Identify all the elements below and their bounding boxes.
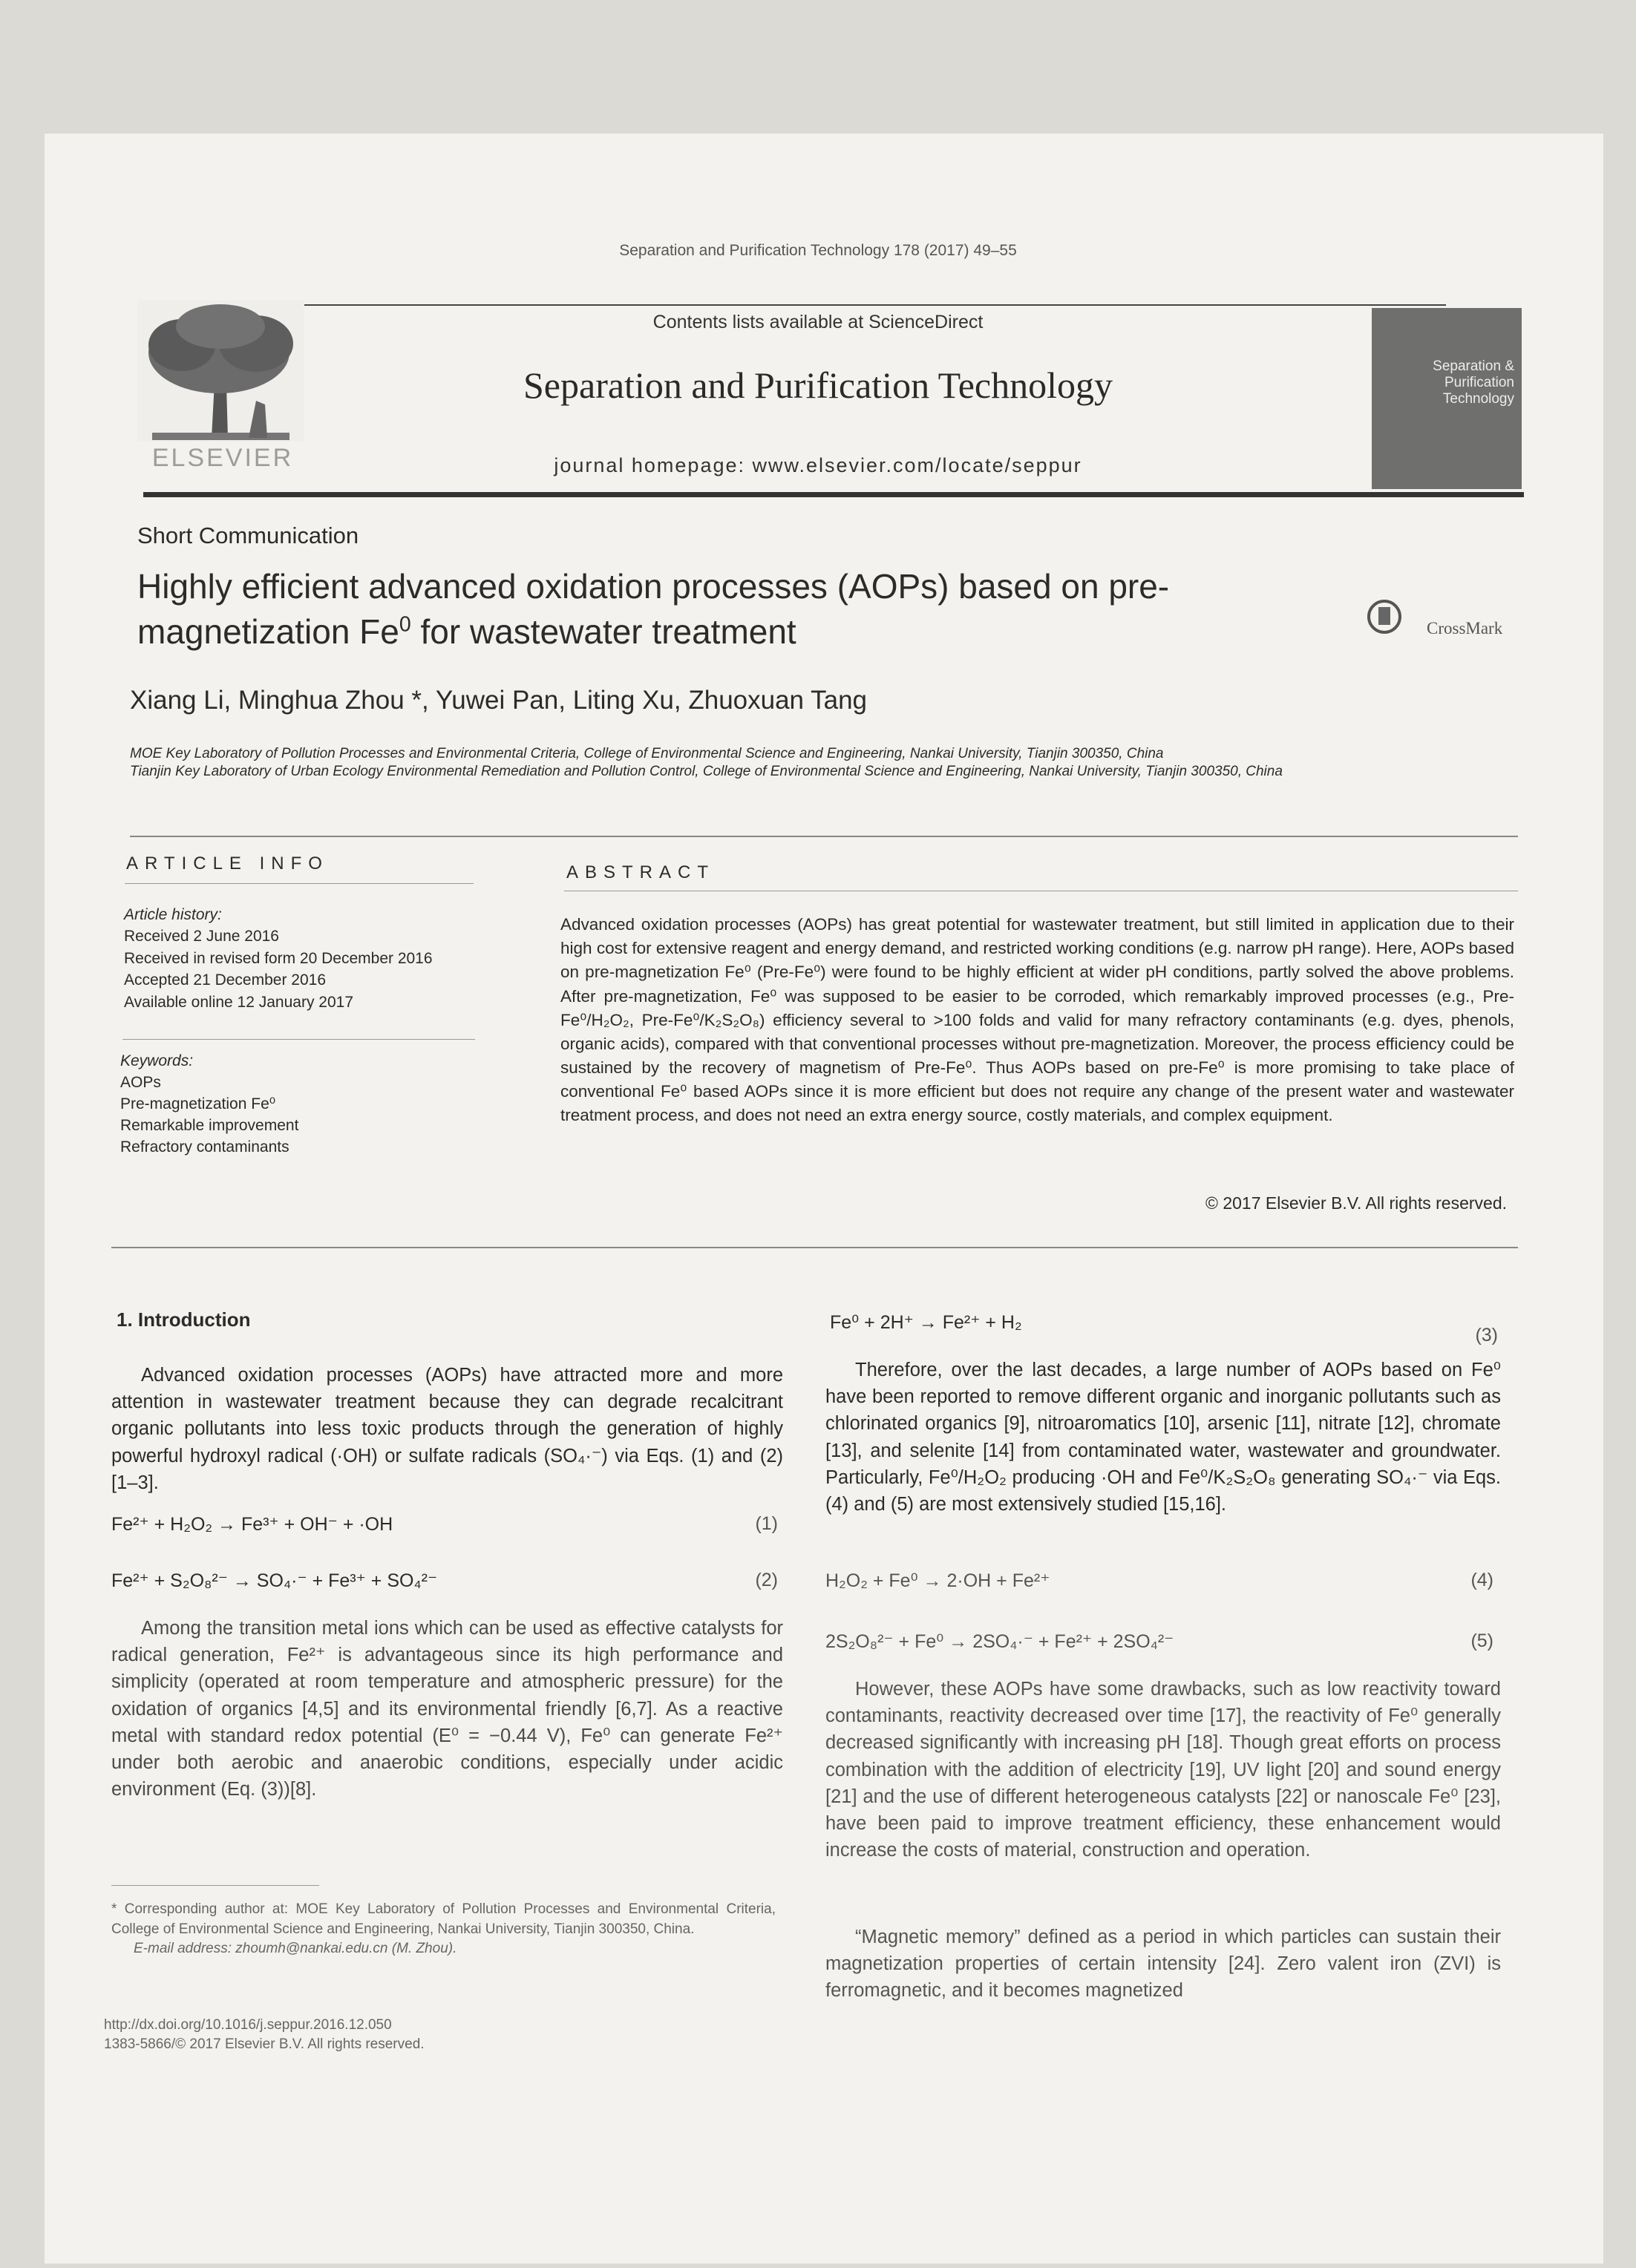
corresponding-author-note: * Corresponding author at: MOE Key Laboratory of Pollution Processes and Environmental Criteria, College of Environmental Science and Engineering, Nankai University, Tianjin 300350, China.	[111, 1901, 776, 1937]
article-title	[137, 564, 1295, 655]
abstract-text: Advanced oxidation processes (AOPs) has great potential for wastewater treatment, but still limited in application due to their high cost for extensive reagent and energy demand, and restricted working conditions (e.g. narrow pH range). Here, AOPs based on pre-magnetization Fe⁰ (Pre-Fe⁰) were found to be highly efficient at wider pH conditions, partly solved the above problems. After pre-magnetization, Fe⁰ was supposed to be easier to be corroded, which remarkably improved processes (e.g., Pre-Fe⁰/H₂O₂, Pre-Fe⁰/K₂S₂O₈) efficiency several to >100 folds and valid for many refractory contaminants (e.g. dyes, phenols, organic acids), compared with that conventional processes without pre-magnetization. Moreover, the process efficiency could be sustained by the recovery of magnetism of Pre-Fe⁰. Thus AOPs based on pre-Fe⁰ is more promising to take place of conventional Fe⁰ based AOPs since it is more efficient but does not require any change of the present water and wastewater treatment process, and does not need an extra energy source, costly materials, and complex equipment.	[560, 915, 1514, 1125]
copyright-line: © 2017 Elsevier B.V. All rights reserved.	[1205, 1193, 1507, 1213]
history-heading: Article history:	[124, 906, 222, 923]
affiliation-2: Tianjin Key Laboratory of Urban Ecology Environmental Remediation and Pollution Control, College of Environmental Science and Engineering, Nankai University, Tianjin 300350, China	[130, 764, 1283, 780]
keywords-rule	[122, 1039, 475, 1040]
title-part-2: for wastewater treatment	[410, 612, 796, 652]
equation-number: (1)	[755, 1513, 778, 1534]
article-info-rule	[125, 883, 474, 884]
elsevier-wordmark: ELSEVIER	[151, 444, 294, 472]
cover-title: Separation & Purification Technology	[1433, 358, 1514, 407]
journal-cover-image	[1372, 308, 1522, 489]
running-head: Separation and Purification Technology 178 (2017) 49–55	[619, 242, 1017, 259]
footnote-rule	[111, 1885, 319, 1886]
keyword-item: Remarkable improvement	[120, 1116, 299, 1134]
equation-number: (2)	[755, 1570, 778, 1590]
doi-link[interactable]: http://dx.doi.org/10.1016/j.seppur.2016.12.050	[104, 2017, 392, 2033]
equation-number: (4)	[1470, 1570, 1493, 1590]
history-received: Received 2 June 2016	[124, 928, 279, 945]
history-revised: Received in revised form 20 December 2016	[124, 949, 433, 967]
issn-line: 1383-5866/© 2017 Elsevier B.V. All rights reserved.	[104, 2036, 425, 2053]
article-info-heading: ARTICLE INFO	[126, 853, 329, 874]
affiliation-divider	[130, 836, 1518, 837]
equation-3	[830, 1311, 1498, 1346]
abstract-heading: ABSTRACT	[566, 862, 716, 882]
equation-number: (5)	[1470, 1630, 1493, 1651]
header-rule-thick	[143, 492, 1524, 497]
keyword-item: AOPs	[120, 1073, 161, 1091]
equation-number: (3)	[1475, 1325, 1498, 1346]
header-rule-top	[143, 304, 1446, 306]
body-paragraph: “Magnetic memory” defined as a period in which particles can sustain their magnetization properties of certain intensity [24]. Zero valent iron (ZVI) is ferromagnetic, and it becomes magnetized	[825, 1927, 1501, 2002]
body-paragraph: Therefore, over the last decades, a large number of AOPs based on Fe⁰ have been reported to remove different organic and inorganic pollutants such as chlorinated organics [9], nitroaromatics [10], arsenic [11], nitrate [12], chromate [13], and selenite [14] from contaminated water, wastewater and groundwater. Particularly, Fe⁰/H₂O₂ producing ·OH and Fe⁰/K₂S₂O₈ generating SO₄·⁻ via Eqs. (4) and (5) are most extensively studied [15,16].	[825, 1360, 1501, 1515]
contents-line: Contents lists available at ScienceDirect	[652, 312, 984, 332]
abstract-divider	[111, 1247, 1518, 1248]
body-paragraph: Advanced oxidation processes (AOPs) have attracted more and more attention in wastewater treatment because they can degrade recalcitrant organic pollutants into less toxic products through the generation of highly powerful hydroxyl radical (·OH) or sulfate radicals (SO₄·⁻) via Eqs. (1) and (2) [1–3].	[111, 1365, 783, 1493]
equation-text: 2S₂O₈²⁻ + Fe⁰ → 2SO₄·⁻ + Fe²⁺ + 2SO₄²⁻	[825, 1631, 1174, 1652]
section-heading-introduction: 1. Introduction	[117, 1308, 251, 1331]
equation-4	[825, 1570, 1493, 1592]
equation-text: Fe²⁺ + S₂O₈²⁻ → SO₄·⁻ + Fe³⁺ + SO₄²⁻	[111, 1570, 438, 1591]
article-history	[124, 904, 495, 1013]
email-note: E-mail address: zhoumh@nankai.edu.cn (M. Zhou).	[134, 1941, 457, 1957]
equation-text: Fe²⁺ + H₂O₂ → Fe³⁺ + OH⁻ + ·OH	[111, 1514, 393, 1535]
section-type: Short Communication	[137, 522, 359, 548]
doi-block	[104, 2016, 425, 2054]
affiliations	[130, 745, 1459, 781]
journal-name: Separation and Purification Technology	[523, 364, 1113, 406]
affiliation-1: MOE Key Laboratory of Pollution Processes and Environmental Criteria, College of Environmental Science and Engineering, Nankai University, Tianjin 300350, China	[130, 746, 1164, 761]
history-accepted: Accepted 21 December 2016	[124, 971, 327, 989]
equation-5	[825, 1630, 1493, 1653]
crossmark-label[interactable]: CrossMark	[1427, 619, 1503, 638]
keywords	[120, 1051, 491, 1158]
title-superscript: 0	[399, 612, 411, 637]
title-part-1: Highly efficient advanced oxidation processes (AOPs) based on pre-magnetization Fe	[137, 567, 1170, 652]
body-paragraph: Among the transition metal ions which can be used as effective catalysts for radical generation, Fe²⁺ is advantageous since its high performance and simplicity (operated at room temperature and atmospheric pressure) for the oxidation of organics [4,5] and its environmental friendly [6,7]. As a reactive metal with standard redox potential (E⁰ = −0.44 V), Fe⁰ can generate Fe²⁺ under both aerobic and anaerobic conditions, especially under acidic environment (Eq. (3))[8].	[111, 1618, 783, 1800]
history-online: Available online 12 January 2017	[124, 993, 354, 1011]
body-paragraph: However, these AOPs have some drawbacks, such as low reactivity toward contaminants, reactivity decreased over time [17], the reactivity of Fe⁰ generally decreased significantly with increasing pH [18]. Though great efforts on process combination with the addition of electricity [19], UV light [20] and sound energy [21] and the use of different heterogeneous catalysts [22] or nanoscale Fe⁰ [23], have been paid to improve treatment efficiency, these enhancement would increase the costs of material, construction and operation.	[825, 1679, 1501, 1861]
equation-1	[111, 1513, 778, 1536]
keyword-item: Pre-magnetization Fe⁰	[120, 1095, 276, 1112]
author-list: Xiang Li, Minghua Zhou *, Yuwei Pan, Liting Xu, Zhuoxuan Tang	[130, 686, 868, 715]
equation-2	[111, 1570, 778, 1592]
keywords-heading: Keywords:	[120, 1052, 194, 1069]
equation-text: H₂O₂ + Fe⁰ → 2·OH + Fe²⁺	[825, 1570, 1050, 1591]
crossmark-icon[interactable]	[1367, 600, 1401, 634]
journal-homepage: journal homepage: www.elsevier.com/locate/seppur	[554, 454, 1082, 476]
keyword-item: Refractory contaminants	[120, 1138, 289, 1156]
equation-text: Fe⁰ + 2H⁺ → Fe²⁺ + H₂	[830, 1312, 1022, 1333]
footnote	[111, 1900, 776, 1959]
